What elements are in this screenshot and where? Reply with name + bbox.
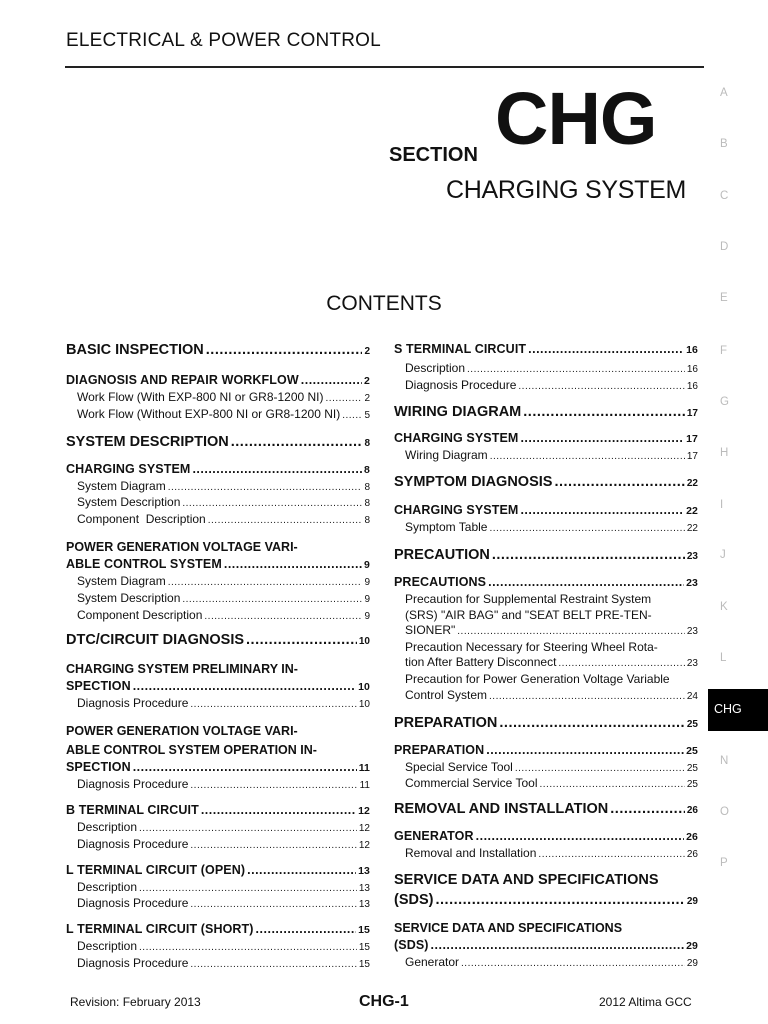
tab-b[interactable]: B [720, 138, 728, 150]
toc-entry[interactable]: Description ..... 16 [394, 361, 698, 378]
toc-entry[interactable]: CHARGING SYSTEM ..... 8 [66, 462, 370, 479]
toc-entry[interactable]: DIAGNOSIS AND REPAIR WORKFLOW ..... 2 [66, 373, 370, 390]
section-name: CHARGING SYSTEM [446, 176, 686, 204]
toc-entry[interactable]: SYMPTOM DIAGNOSIS ..... 22 [394, 474, 698, 494]
section-word: SECTION [389, 144, 478, 166]
toc-entry[interactable]: Work Flow (Without EXP-800 NI or GR8-1200 NI) ..... 5 [66, 407, 370, 424]
toc-entry[interactable]: System Diagram ..... 9 [66, 574, 370, 591]
header-title: ELECTRICAL & POWER CONTROL [66, 30, 381, 51]
toc-entry[interactable]: PRECAUTIONS ..... 23 [394, 575, 698, 592]
tab-k[interactable]: K [720, 601, 728, 613]
toc-entry[interactable]: Component Description ..... 9 [66, 608, 370, 625]
toc-entry[interactable]: System Description ..... 9 [66, 591, 370, 608]
tab-o[interactable]: O [720, 806, 729, 818]
tab-i[interactable]: I [720, 499, 724, 511]
tab-p[interactable]: P [720, 857, 728, 869]
toc-entry[interactable]: Precaution for Power Generation Voltage Variable Control System ..... 24 [394, 672, 698, 704]
toc-entry[interactable]: System Description ..... 8 [66, 495, 370, 512]
toc-entry[interactable]: Description ..... 12 [66, 820, 370, 837]
section-code: CHG [495, 77, 657, 160]
toc-entry[interactable]: Component Description ..... 8 [66, 512, 370, 529]
toc-entry[interactable]: CHARGING SYSTEM ..... 22 [394, 503, 698, 520]
toc-entry[interactable]: Description ..... 13 [66, 880, 370, 897]
toc-entry[interactable]: Work Flow (With EXP-800 NI or GR8-1200 NI) ..... 2 [66, 390, 370, 407]
toc-entry[interactable]: Diagnosis Procedure ..... 16 [394, 378, 698, 395]
toc-entry[interactable]: Commercial Service Tool ..... 25 [394, 776, 698, 793]
tab-j[interactable]: J [720, 549, 726, 561]
toc-entry[interactable]: SYSTEM DESCRIPTION ..... 8 [66, 434, 370, 454]
toc-entry[interactable]: WIRING DIAGRAM ..... 17 [394, 404, 698, 424]
tab-h[interactable]: H [720, 447, 729, 459]
toc-entry[interactable]: POWER GENERATION VOLTAGE VARI- ABLE CONTROL SYSTEM OPERATION IN- SPECTION ..... 11 [66, 722, 370, 777]
toc-entry[interactable]: System Diagram ..... 8 [66, 479, 370, 496]
toc-entry[interactable]: Precaution Necessary for Steering Wheel Rota- tion After Battery Disconnect ..... 23 [394, 640, 698, 672]
tab-g[interactable]: G [720, 396, 729, 408]
toc-entry[interactable]: Special Service Tool ..... 25 [394, 760, 698, 777]
toc-entry[interactable]: SERVICE DATA AND SPECIFICATIONS (SDS) ..... 29 [394, 872, 698, 912]
toc-entry[interactable]: L TERMINAL CIRCUIT (OPEN) ..... 13 [66, 863, 370, 880]
footer-page-number: CHG-1 [359, 993, 409, 1010]
section-tab-index [708, 0, 768, 1024]
footer-revision: Revision: February 2013 [70, 995, 201, 1009]
toc-entry[interactable]: Description ..... 15 [66, 939, 370, 956]
toc-entry[interactable]: Diagnosis Procedure ..... 12 [66, 837, 370, 854]
tab-n[interactable]: N [720, 755, 729, 767]
tab-d[interactable]: D [720, 241, 729, 253]
header-rule [65, 66, 704, 68]
toc-entry[interactable]: CHARGING SYSTEM ..... 17 [394, 431, 698, 448]
toc-entry[interactable]: Diagnosis Procedure ..... 11 [66, 777, 370, 794]
toc-entry[interactable]: L TERMINAL CIRCUIT (SHORT) ..... 15 [66, 922, 370, 939]
toc-entry[interactable]: B TERMINAL CIRCUIT ..... 12 [66, 803, 370, 820]
toc-entry[interactable]: CHARGING SYSTEM PRELIMINARY IN- SPECTION ..... 10 [66, 660, 370, 696]
toc-entry[interactable]: S TERMINAL CIRCUIT ..... 16 [394, 342, 698, 361]
toc-entry[interactable]: GENERATOR ..... 26 [394, 829, 698, 846]
footer-model: 2012 Altima GCC [599, 995, 692, 1009]
toc-entry[interactable]: DTC/CIRCUIT DIAGNOSIS ..... 10 [66, 632, 370, 652]
toc-entry[interactable]: Generator ..... 29 [394, 955, 698, 972]
toc-entry[interactable]: Precaution for Supplemental Restraint System (SRS) "AIR BAG" and "SEAT BELT PRE-TEN- SIONER" ..... 23 [394, 592, 698, 640]
toc-entry[interactable]: SERVICE DATA AND SPECIFICATIONS (SDS) ..... 29 [394, 919, 698, 955]
tab-a[interactable]: A [720, 87, 728, 99]
toc-entry[interactable]: PRECAUTION ..... 23 [394, 547, 698, 567]
tab-e[interactable]: E [720, 292, 728, 304]
tab-f[interactable]: F [720, 345, 728, 357]
toc-entry[interactable]: PREPARATION ..... 25 [394, 715, 698, 735]
toc-entry[interactable]: REMOVAL AND INSTALLATION ..... 26 [394, 801, 698, 821]
toc-entry[interactable]: Diagnosis Procedure ..... 10 [66, 696, 370, 713]
toc-entry[interactable]: Diagnosis Procedure ..... 15 [66, 956, 370, 973]
toc-entry[interactable]: Symptom Table ..... 22 [394, 520, 698, 537]
toc-entry[interactable]: Wiring Diagram ..... 17 [394, 448, 698, 465]
toc-entry[interactable]: Removal and Installation ..... 26 [394, 846, 698, 863]
tab-l[interactable]: L [720, 652, 727, 664]
tab-c[interactable]: C [720, 190, 729, 202]
toc-entry[interactable]: BASIC INSPECTION ..... 2 [66, 342, 370, 364]
tab-chg-active[interactable]: CHG [708, 689, 768, 731]
toc-entry[interactable]: PREPARATION ..... 25 [394, 743, 698, 760]
toc-entry[interactable]: Diagnosis Procedure ..... 13 [66, 896, 370, 913]
toc-left-column [66, 342, 370, 973]
contents-title: CONTENTS [326, 292, 442, 315]
toc-entry[interactable]: POWER GENERATION VOLTAGE VARI- ABLE CONTROL SYSTEM ..... 9 [66, 538, 370, 574]
toc-right-column [394, 342, 698, 972]
